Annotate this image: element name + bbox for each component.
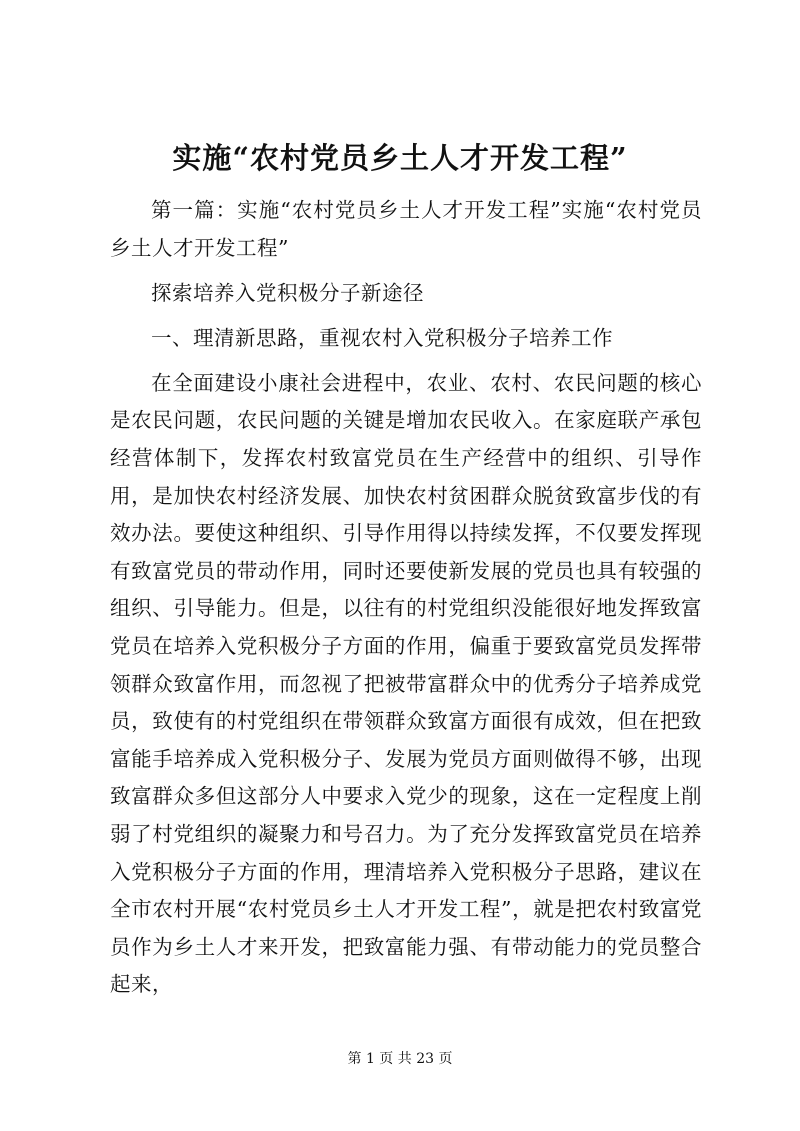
document-body: [110, 192, 702, 1004]
document-title: 实施“农村党员乡土人才开发工程”: [172, 141, 628, 175]
paragraph-body: 在全面建设小康社会进程中，农业、农村、农民问题的核心是农民问题，农民问题的关键是增加农民收入。在家庭联产承包经营体制下，发挥农村致富党员在生产经营中的组织、引导作用，是加快农村经济发展、加快农村贫困群众脱贫致富步伐的有效办法。要使这种组织、引导作用得以持续发挥，不仅要发挥现有致富党员的带动作用，同时还要使新发展的党员也具有较强的组织、引导能力。但是，以往有的村党组织没能很好地发挥致富党员在培养入党积极分子方面的作用，偏重于要致富党员发挥带领群众致富作用，而忽视了把被带富群众中的优秀分子培养成党员，致使有的村党组织在带领群众致富方面很有成效，但在把致富能手培养成入党积极分子、发展为党员方面则做得不够，出现致富群众多但这部分人中要求入党少的现象，这在一定程度上削弱了村党组织的凝聚力和号召力。为了充分发挥致富党员在培养入党积极分子方面的作用，理清培养入党积极分子思路，建议在全市农村开展“农村党员乡土人才开发工程”，就是把农村致富党员作为乡土人才来开发，把致富能力强、有带动能力的党员整合起来，: [110, 370, 702, 997]
paragraph-subtitle: 探索培养入党积极分子新途径: [151, 280, 424, 305]
paragraph-section-heading: 第一篇：实施“农村党员乡土人才开发工程”实施“农村党员乡土人才开发工程”: [110, 198, 702, 260]
paragraph-heading-one: 一、理清新思路，重视农村入党积极分子培养工作: [151, 325, 613, 350]
page-footer: 第 1 页 共 23 页: [347, 1051, 453, 1067]
